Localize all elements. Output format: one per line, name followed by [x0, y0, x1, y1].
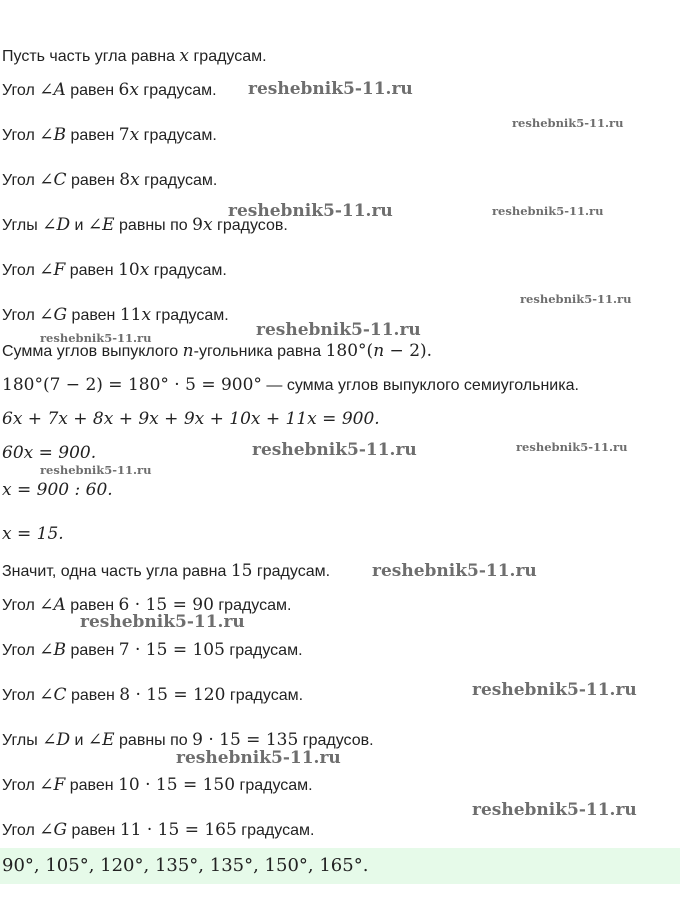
math-number: 10 [118, 260, 140, 280]
text: — сумма углов выпуклого семиугольника. [261, 377, 579, 394]
math-equation: 6x + 7x + 8x + 9x + 9x + 10x + 11x = 900. [2, 409, 380, 429]
math-var: x [139, 260, 150, 280]
text: градусам. [149, 262, 227, 279]
text: градусам. [252, 563, 331, 580]
text: градусов. [212, 217, 288, 234]
text: Угол [2, 597, 40, 614]
angle-symbol: ∠F [39, 775, 66, 795]
watermark: reshebnik5-11.ru [176, 748, 341, 768]
text: градусам. [236, 822, 315, 839]
angle-symbol: ∠C [39, 170, 67, 190]
text: Угол [2, 82, 40, 99]
math-expression: 180°( [325, 341, 374, 361]
text: градусам. [189, 48, 267, 65]
math-expression: 8 · 15 = 120 [119, 685, 226, 705]
angle-symbol: ∠F [39, 260, 66, 280]
text: равны по [114, 217, 193, 234]
math-var: x [141, 305, 152, 325]
math-number: 11 [119, 305, 142, 325]
watermark: reshebnik5-11.ru [516, 440, 628, 454]
text: равен [65, 597, 119, 614]
text: Углы [2, 732, 43, 749]
math-equation: x = 900 : 60. [2, 480, 113, 500]
text: равен [66, 172, 120, 189]
solution-line-10 [2, 408, 380, 431]
angle-symbol: ∠B [39, 640, 67, 660]
angle-symbol: ∠D [42, 730, 71, 750]
text: Значит, одна часть угла равна [2, 563, 231, 580]
angle-symbol: ∠D [42, 215, 71, 235]
angle-symbol: ∠A [39, 80, 66, 100]
solution-line-20 [2, 819, 314, 842]
solution-line-17 [2, 684, 303, 707]
solution-line-11 [2, 442, 96, 465]
text: равен [65, 777, 119, 794]
watermark: reshebnik5-11.ru [512, 116, 624, 130]
math-expression: − 2). [384, 341, 433, 361]
solution-line-7 [2, 304, 229, 327]
watermark: reshebnik5-11.ru [40, 463, 152, 477]
watermark: reshebnik5-11.ru [472, 800, 637, 820]
text: и [70, 732, 88, 749]
solution-line-19 [2, 774, 313, 797]
text: Сумма углов выпуклого [2, 343, 183, 360]
solution-line-2 [2, 79, 217, 102]
text: Угол [2, 777, 40, 794]
text: Угол [2, 262, 40, 279]
answer-text: 90°, 105°, 120°, 135°, 135°, 150°, 165°. [2, 855, 369, 876]
math-var: n [373, 341, 385, 361]
text: равен [66, 127, 119, 144]
text: Угол [2, 307, 40, 324]
math-equation: x = 15. [2, 524, 64, 544]
text: и [70, 217, 88, 234]
text: градусов. [298, 732, 374, 749]
math-var: x [130, 170, 140, 190]
text: градусам. [224, 642, 303, 659]
math-number: 6 [118, 80, 130, 100]
text: Угол [2, 642, 40, 659]
watermark: reshebnik5-11.ru [80, 612, 245, 632]
watermark: reshebnik5-11.ru [248, 79, 413, 99]
text: градусам. [225, 687, 304, 704]
solution-line-6 [2, 259, 227, 282]
text: равен [66, 687, 120, 704]
text: Угол [2, 687, 40, 704]
angle-symbol: ∠G [39, 820, 68, 840]
angle-symbol: ∠B [39, 125, 67, 145]
watermark: reshebnik5-11.ru [228, 201, 393, 221]
angle-symbol: ∠E [87, 730, 115, 750]
text: градусам. [213, 597, 292, 614]
watermark: reshebnik5-11.ru [520, 292, 632, 306]
math-expression: 9 · 15 = 135 [192, 730, 299, 750]
text: Угол [2, 172, 40, 189]
text: Углы [2, 217, 43, 234]
text: равен [66, 642, 119, 659]
solution-line-12 [2, 479, 113, 502]
math-equation: 60x = 900. [2, 443, 97, 463]
math-var: x [129, 125, 140, 145]
text: равен [65, 82, 119, 99]
text: равны по [114, 732, 193, 749]
math-number: 7 [118, 125, 130, 145]
text: градусам. [139, 127, 217, 144]
math-number: 8 [119, 170, 131, 190]
math-number: 15 [230, 561, 253, 581]
angle-symbol: ∠G [39, 305, 68, 325]
math-expression: 11 · 15 = 165 [119, 820, 237, 840]
solution-line-3 [2, 124, 217, 147]
math-expression: 6 · 15 = 90 [118, 595, 214, 615]
text: Угол [2, 822, 40, 839]
math-expression: 7 · 15 = 105 [118, 640, 225, 660]
math-expression: 10 · 15 = 150 [118, 775, 236, 795]
text: градусам. [235, 777, 313, 794]
text: градусам. [139, 172, 218, 189]
watermark: reshebnik5-11.ru [372, 561, 537, 581]
text: Пусть часть угла равна [2, 48, 180, 65]
solution-line-1 [2, 45, 267, 68]
solution-line-9 [2, 374, 579, 397]
angle-symbol: ∠A [39, 595, 66, 615]
solution-line-14 [2, 560, 330, 583]
math-var: x [129, 80, 139, 100]
watermark: reshebnik5-11.ru [40, 331, 152, 345]
math-expression: 180°(7 − 2) = 180° · 5 = 900° [2, 375, 262, 395]
watermark: reshebnik5-11.ru [472, 680, 637, 700]
math-number: 9 [192, 215, 203, 235]
watermark: reshebnik5-11.ru [256, 320, 421, 340]
watermark: reshebnik5-11.ru [252, 440, 417, 460]
text: градусам. [138, 82, 217, 99]
watermark: reshebnik5-11.ru [492, 204, 604, 218]
angle-symbol: ∠E [87, 215, 115, 235]
angle-symbol: ∠C [39, 685, 67, 705]
math-var: x [202, 215, 213, 235]
text: равен [67, 307, 120, 324]
text: равен [67, 822, 120, 839]
text: -угольника равна [193, 343, 326, 360]
math-var: n [182, 341, 194, 361]
solution-line-13 [2, 523, 64, 546]
solution-line-16 [2, 639, 303, 662]
answer-box [0, 848, 680, 884]
solution-line-4 [2, 169, 217, 192]
text: Угол [2, 127, 40, 144]
text: равен [65, 262, 119, 279]
text: градусам. [151, 307, 229, 324]
math-var: x [179, 46, 190, 66]
